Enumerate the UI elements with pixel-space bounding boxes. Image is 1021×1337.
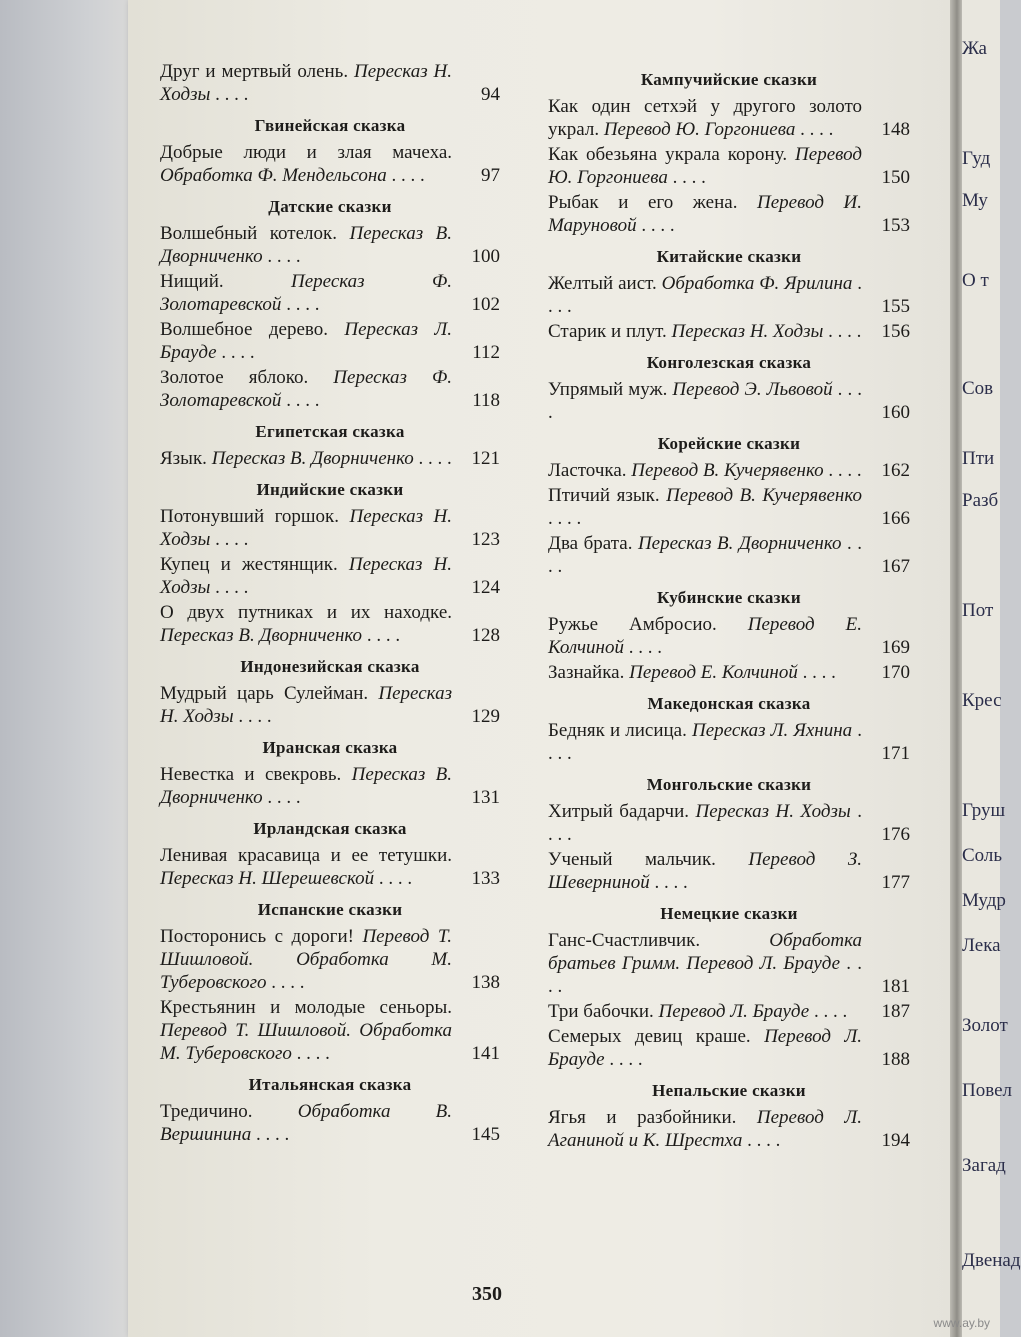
entry-credit: Пересказ В. Дворниченко <box>211 448 414 469</box>
entry-page-number: 128 <box>471 625 500 646</box>
toc-entry: Как один сетхэй у другого золото украл. Перевод Ю. Горгониева . . . . 148 <box>548 96 910 140</box>
entry-credit: Перевод Е. Колчиной <box>548 614 862 658</box>
entry-page-number: 131 <box>471 787 500 808</box>
entry-credit: Обработка Ф. Ярилина <box>661 273 853 294</box>
next-page-fragment: Соль <box>962 845 1003 866</box>
entry-page-number: 141 <box>471 1043 500 1064</box>
entry-page-number: 118 <box>472 390 500 411</box>
toc-entry: Старик и плут. Пересказ Н. Ходзы . . . . 156 <box>548 321 910 342</box>
next-page-fragment: Жа <box>962 38 987 59</box>
toc-entry: Птичий язык. Перевод В. Кучерявенко . . . . 166 <box>548 485 910 529</box>
entry-page-number: 148 <box>881 119 910 140</box>
next-page-fragment: О т <box>962 270 989 291</box>
entry-credit: Перевод Т. Шишловой. Обработка М. Туберовского <box>160 926 452 993</box>
toc-entry: Желтый аист. Обработка Ф. Ярилина . . . . 155 <box>548 273 910 317</box>
entry-page-number: 162 <box>881 460 910 481</box>
entry-page-number: 169 <box>881 637 910 658</box>
entry-credit: Пересказ Н. Шерешевской <box>160 868 375 889</box>
next-page-fragment: Лека <box>962 935 1001 956</box>
next-page-fragment: Золот <box>962 1015 1008 1036</box>
watermark: www.ay.by <box>933 1316 990 1330</box>
entry-page-number: 129 <box>471 706 500 727</box>
toc-entry: Ганс-Счастливчик. Обработка братьев Гримм. Перевод Л. Брауде . . . . 181 <box>548 930 910 997</box>
entry-page-number: 188 <box>881 1049 910 1070</box>
entry-credit: Пересказ Н. Ходзы <box>160 554 452 598</box>
next-page-fragment: Двенад <box>962 1250 1021 1271</box>
entry-page-number: 167 <box>881 556 910 577</box>
entry-title: Крестьянин и молодые сеньоры. <box>160 997 452 1018</box>
toc-entry: Язык. Пересказ В. Дворниченко . . . . 121 <box>160 448 500 469</box>
entry-page-number: 121 <box>471 448 500 469</box>
entry-title: Мудрый царь Сулейман. <box>160 683 369 704</box>
entry-title: Золотое яблоко. <box>160 367 309 388</box>
entry-credit: Пересказ В. Дворниченко <box>160 625 363 646</box>
next-page-fragment: Загад <box>962 1155 1006 1176</box>
page-number: 350 <box>472 1283 502 1305</box>
entry-title: Ружье Амбросио. <box>548 614 717 635</box>
entry-credit: Перевод Л. Брауде <box>658 1001 810 1022</box>
entry-title: Ганс-Счастливчик. <box>548 930 701 951</box>
entry-credit: Пересказ Ф. Золотаревской <box>160 271 452 315</box>
toc-entry: О двух путниках и их находке. Пересказ В. Дворниченко . . . . 128 <box>160 602 500 646</box>
toc-right-column <box>548 60 910 1154</box>
toc-entry: Ягья и разбойники. Перевод Л. Аганиной и К. Шрестха . . . . 194 <box>548 1107 910 1151</box>
entry-title: Птичий язык. <box>548 485 660 506</box>
section-title: Монгольские сказки <box>646 775 812 794</box>
toc-entry: Волшебный котелок. Пересказ В. Дворниченко . . . . 100 <box>160 223 500 267</box>
entry-credit: Перевод И. Маруновой <box>548 192 863 236</box>
entry-page-number: 112 <box>472 342 500 363</box>
entry-page-number: 124 <box>471 577 500 598</box>
entry-credit: Пересказ В. Дворниченко <box>160 223 452 267</box>
entry-page-number: 123 <box>471 529 500 550</box>
toc-entry: Тредичино. Обработка В. Вершинина . . . . 145 <box>160 1101 500 1145</box>
entry-title: Волшебный котелок. <box>160 223 337 244</box>
section-title: Китайские сказки <box>656 247 802 266</box>
next-page-fragment: Пти <box>962 448 995 469</box>
entry-page-number: 160 <box>881 402 910 423</box>
entry-credit: Перевод Э. Львовой <box>672 379 833 400</box>
entry-credit: Перевод В. Кучерявенко <box>666 485 863 506</box>
entry-credit: Пересказ Н. Ходзы <box>160 683 452 727</box>
entry-page-number: 102 <box>471 294 500 315</box>
toc-entry: Как обезьяна украла корону. Перевод Ю. Горгониева . . . . 150 <box>548 144 910 188</box>
entry-page-number: 194 <box>881 1130 910 1151</box>
entry-credit: Перевод Т. Шишловой. Обработка М. Туберовского <box>160 1020 452 1064</box>
toc-entry: Ружье Амбросио. Перевод Е. Колчиной . . . . 169 <box>548 614 910 658</box>
entry-title: Потонувший горшок. <box>160 506 340 527</box>
section-title: Македонская сказка <box>647 694 811 713</box>
entry-credit: Перевод З. Шеверниной <box>548 849 862 893</box>
entry-title: Как один сетхэй у другого золото украл. <box>548 96 862 140</box>
next-page-fragment: Гуд <box>962 148 991 169</box>
toc-entry: Ленивая красавица и ее тетушки. Пересказ Н. Шерешевской . . . . 133 <box>160 845 500 889</box>
entry-credit: Перевод Е. Колчиной <box>629 662 798 683</box>
toc-left-column <box>160 60 500 1148</box>
next-page-fragment: Пот <box>962 600 994 621</box>
entry-page-number: 94 <box>481 84 500 105</box>
toc-entry: Друг и мертвый олень. Пересказ Н. Ходзы . . . . 94 <box>160 61 500 105</box>
entry-page-number: 153 <box>881 215 910 236</box>
entry-page-number: 155 <box>881 296 910 317</box>
entry-title: Желтый аист. <box>548 273 657 294</box>
entry-credit: Пересказ Ф. Золотаревской <box>160 367 452 411</box>
section-title: Корейские сказки <box>657 434 801 453</box>
entry-credit: Перевод Ю. Горгониева <box>548 144 862 188</box>
entry-title: Невестка и свекровь. <box>160 764 342 785</box>
entry-credit: Пересказ Л. Брауде <box>160 319 453 363</box>
entry-credit: Пересказ Н. Ходзы <box>695 801 851 822</box>
entry-page-number: 150 <box>881 167 910 188</box>
toc-entry: Хитрый бадарчи. Пересказ Н. Ходзы . . . . 176 <box>548 801 910 845</box>
section-title: Иранская сказка <box>262 738 398 757</box>
entry-credit: Перевод Ю. Горгониева <box>603 119 796 140</box>
toc-entry: Золотое яблоко. Пересказ Ф. Золотаревской . . . . 118 <box>160 367 500 411</box>
entry-title: Рыбак и его жена. <box>548 192 738 213</box>
toc-entry: Бедняк и лисица. Пересказ Л. Яхнина . . . . 171 <box>548 720 910 764</box>
entry-credit: Перевод Л. Брауде <box>548 1026 862 1070</box>
entry-title: Посторонись с дороги! <box>160 926 354 947</box>
entry-credit: Обработка братьев Гримм. Перевод Л. Брауде <box>548 930 862 974</box>
toc-entry: Добрые люди и злая мачеха. Обработка Ф. Мендельсона . . . . 97 <box>160 142 500 186</box>
next-page-fragment: Разб <box>962 490 999 511</box>
section-title: Итальянская сказка <box>248 1075 412 1094</box>
entry-title: Как обезьяна украла корону. <box>548 144 788 165</box>
entry-title: Семерых девиц краше. <box>548 1026 751 1047</box>
next-page-fragment: Груш <box>962 800 1006 821</box>
toc-entry: Зазнайка. Перевод Е. Колчиной . . . . 170 <box>548 662 910 683</box>
entry-credit: Пересказ Н. Ходзы <box>160 61 452 105</box>
section-title: Конголезская сказка <box>646 353 812 372</box>
entry-page-number: 138 <box>471 972 500 993</box>
entry-page-number: 187 <box>881 1001 910 1022</box>
toc-entry: Три бабочки. Перевод Л. Брауде . . . . 187 <box>548 1001 910 1022</box>
section-title: Гвинейская сказка <box>254 116 406 135</box>
entry-page-number: 100 <box>471 246 500 267</box>
toc-entry: Купец и жестянщик. Пересказ Н. Ходзы . . . . 124 <box>160 554 500 598</box>
entry-page-number: 171 <box>881 743 910 764</box>
section-title: Непальские сказки <box>652 1081 806 1100</box>
toc-entry: Ученый мальчик. Перевод З. Шеверниной . . . . 177 <box>548 849 910 893</box>
section-title: Испанские сказки <box>257 900 403 919</box>
entry-title: Добрые люди и злая мачеха. <box>160 142 452 163</box>
background-left <box>0 0 130 1337</box>
entry-title: Хитрый бадарчи. <box>548 801 690 822</box>
entry-title: Язык. <box>160 448 207 469</box>
entry-title: Друг и мертвый олень. <box>160 61 349 82</box>
toc-entry: Потонувший горшок. Пересказ Н. Ходзы . . . . 123 <box>160 506 500 550</box>
entry-credit: Обработка Ф. Мендельсона <box>160 165 387 186</box>
entry-title: Два брата. <box>548 533 633 554</box>
entry-title: О двух путниках и их находке. <box>160 602 452 623</box>
entry-title: Ленивая красавица и ее тетушки. <box>160 845 452 866</box>
section-title: Индийские сказки <box>256 480 404 499</box>
toc-entry: Посторонись с дороги! Перевод Т. Шишловой. Обработка М. Туберовского . . . . 138 <box>160 926 500 993</box>
entry-credit: Перевод Л. Аганиной и К. Шрестха <box>548 1107 862 1151</box>
entry-title: Ласточка. <box>548 460 627 481</box>
entry-title: Ягья и разбойники. <box>548 1107 737 1128</box>
entry-page-number: 133 <box>471 868 500 889</box>
section-title: Датские сказки <box>268 197 392 216</box>
entry-title: Тредичино. <box>160 1101 253 1122</box>
entry-credit: Обработка В. Вершинина <box>160 1101 452 1145</box>
entry-page-number: 166 <box>881 508 910 529</box>
entry-title: Старик и плут. <box>548 321 667 342</box>
entry-credit: Пересказ Л. Яхнина <box>691 720 853 741</box>
next-page-fragment: Повел <box>962 1080 1012 1101</box>
section-title: Кубинские сказки <box>656 588 801 607</box>
next-page-fragment: Крес <box>962 690 1002 711</box>
next-page-fragment: Мудр <box>962 890 1006 911</box>
toc-entry: Мудрый царь Сулейман. Пересказ Н. Ходзы . . . . 129 <box>160 683 500 727</box>
section-title: Египетская сказка <box>255 422 405 441</box>
toc-entry: Нищий. Пересказ Ф. Золотаревской . . . . 102 <box>160 271 500 315</box>
section-title: Кампучийские сказки <box>640 70 818 89</box>
entry-page-number: 97 <box>481 165 500 186</box>
entry-credit: Пересказ Н. Ходзы <box>671 321 824 342</box>
entry-title: Зазнайка. <box>548 662 625 683</box>
entry-title: Бедняк и лисица. <box>548 720 687 741</box>
entry-page-number: 170 <box>881 662 910 683</box>
toc-entry: Рыбак и его жена. Перевод И. Маруновой . . . . 153 <box>548 192 910 236</box>
entry-title: Ученый мальчик. <box>548 849 716 870</box>
entry-page-number: 156 <box>881 321 910 342</box>
entry-title: Волшебное дерево. <box>160 319 328 340</box>
entry-credit: Пересказ В. Дворниченко <box>160 764 452 808</box>
entry-credit: Пересказ В. Дворниченко <box>637 533 842 554</box>
toc-entry: Волшебное дерево. Пересказ Л. Брауде . . . . 112 <box>160 319 500 363</box>
section-title: Ирландская сказка <box>253 819 407 838</box>
toc-entry: Крестьянин и молодые сеньоры. Перевод Т. Шишловой. Обработка М. Туберовского . . . . 141 <box>160 997 500 1064</box>
toc-entry: Невестка и свекровь. Пересказ В. Дворниченко . . . . 131 <box>160 764 500 808</box>
next-page-fragment: Му <box>962 190 988 211</box>
entry-page-number: 145 <box>471 1124 500 1145</box>
section-title: Немецкие сказки <box>660 904 798 923</box>
entry-page-number: 181 <box>881 976 910 997</box>
toc-entry: Семерых девиц краше. Перевод Л. Брауде . . . . 188 <box>548 1026 910 1070</box>
entry-title: Нищий. <box>160 271 224 292</box>
entry-title: Три бабочки. <box>548 1001 654 1022</box>
section-title: Индонезийская сказка <box>240 657 420 676</box>
entry-page-number: 177 <box>881 872 910 893</box>
entry-title: Упрямый муж. <box>548 379 668 400</box>
entry-credit: Перевод В. Кучерявенко <box>631 460 824 481</box>
entry-page-number: 176 <box>881 824 910 845</box>
next-page-fragment: Сов <box>962 378 994 399</box>
entry-title: Купец и жестянщик. <box>160 554 338 575</box>
toc-entry: Упрямый муж. Перевод Э. Львовой . . . . 160 <box>548 379 910 423</box>
entry-credit: Пересказ Н. Ходзы <box>160 506 452 550</box>
toc-entry: Два брата. Пересказ В. Дворниченко . . . . 167 <box>548 533 910 577</box>
toc-entry: Ласточка. Перевод В. Кучерявенко . . . . 162 <box>548 460 910 481</box>
